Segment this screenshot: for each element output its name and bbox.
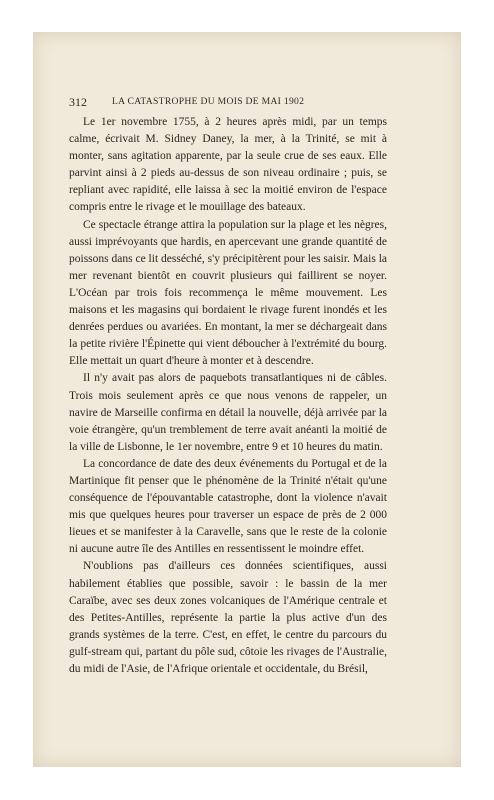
body-text: [69, 114, 387, 678]
paragraph: Ce spectacle étrange attira la population sur la plage et les nègres, aussi imprévoyants que hardis, en apercevant une grande quantité de poissons dans ce lit desséché, s'y précipitèrent pour les saisir. Mais la mer revenant bientôt en couvrit plusieurs qui faillirent se noyer. L'Océan par trois fois recommença le même mouvement. Les maisons et les magasins qui bordaient le rivage furent inondés et les denrées perdues ou avariées. En montant, la mer se déchargeait dans la petite rivière l'Épinette qui vient déboucher à l'extrémité du bourg. Elle mettait un quart d'heure à monter et à descendre.: [69, 218, 387, 368]
paragraph: La concordance de date des deux événements du Portugal et de la Martinique fit penser que le phénomène de la Trinité n'était qu'une conséquence de l'épouvantable catastrophe, dont la violence n'avait mis que quelques heures pour traverser un espace de près de 2 000 lieues et se manifester à la Caravelle, sans que le reste de la colonie ni aucune autre île des Antilles en ressentissent le moindre effet.: [69, 457, 387, 556]
running-title: LA CATASTROPHE DU MOIS DE MAI 1902: [112, 96, 305, 107]
paragraph: Il n'y avait pas alors de paquebots transatlantiques ni de câbles. Trois mois seulement après ce que nous venons de rappeler, un navire de Marseille confirma en détail la nouvelle, déjà arrivée par la voie étrangère, qu'un tremblement de terre avait anéanti la moitié de la ville de Lisbonne, le 1er novembre, entre 9 et 10 heures du matin.: [69, 372, 387, 453]
paragraph: Le 1er novembre 1755, à 2 heures après midi, par un temps calme, écrivait M. Sidney Daney, la mer, à la Trinité, se mit à monter, sans agitation apparente, par la seule crue de ses eaux. Elle parvint ainsi à 2 pieds au-dessus de son niveau ordinaire ; puis, se repliant avec rapidité, elle laissa à sec la moitié environ de l'espace compris entre le rivage et le mouillage des bateaux.: [69, 116, 387, 214]
paragraph: N'oublions pas d'ailleurs ces données scientifiques, aussi habilement établies que possible, savoir : le bassin de la mer Caraïbe, avec ses deux zones volcaniques de l'Amérique centrale et des Petites-Antilles, représente la partie la plus active d'un des grands systèmes de la terre. C'est, en effet, le centre du parcours du gulf-stream qui, partant du pôle sud, côtoie les rivages de l'Australie, du midi de l'Asie, de l'Afrique orientale et occidentale, du Brésil,: [69, 560, 387, 675]
page-number: 312: [69, 95, 87, 109]
page-header: [69, 95, 379, 109]
